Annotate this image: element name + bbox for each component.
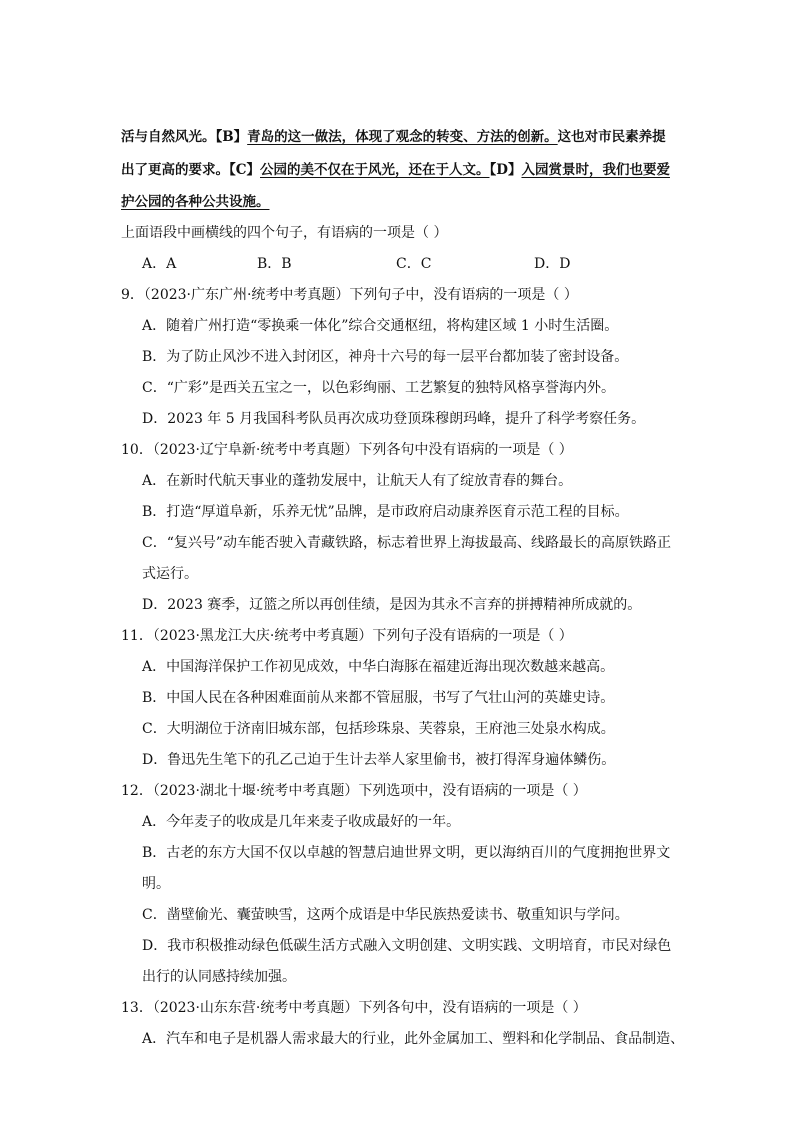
question-10-stem: 10．（2023·辽宁阜新·统考中考真题）下列各句中没有语病的一项是（ ）	[121, 442, 573, 458]
question-9-option-b: B．为了防止风沙不进入封闭区，神舟十六号的每一层平台都加装了密封设备。	[142, 349, 629, 365]
question-10-option-c: C．“复兴号”动车能否驶入青藏铁路，标志着世界上海拔最高、线路最长的高原铁路正	[142, 535, 672, 551]
question-10-option-b: B．打造“厚道阜新，乐养无忧”品牌，是市政府启动康养医育示范工程的目标。	[142, 504, 629, 520]
underlined-sentence-d-end: 护公园的各种公共设施。	[121, 194, 270, 210]
question-12-option-b: B．古老的东方大国不仅以卓越的智慧启迪世界文明，更以海纳百川的气度拥抱世界文	[142, 845, 671, 861]
underlined-sentence-c: 公园的美不仅在于风光，还在于人文。	[260, 162, 490, 178]
question-12-option-b-cont: 明。	[142, 876, 170, 892]
question-13-option-a: A．汽车和电子是机器人需求最大的行业，此外金属加工、塑料和化学制品、食品制造、	[142, 1031, 685, 1047]
question-12-option-d-cont: 出行的认同感持续加强。	[142, 969, 296, 985]
question-12-stem: 12．（2023·湖北十堰·统考中考真题）下列选项中，没有语病的一项是（ ）	[121, 783, 587, 799]
option-a: A．A	[142, 256, 177, 272]
question-12-option-d: D．我市积极推动绿色低碳生活方式融入文明创建、文明实践、文明培育，市民对绿色	[142, 938, 672, 954]
passage-line-1: 活与自然风光。【B】青岛的这一做法，体现了观念的转变、方法的创新。这也对市民素养提	[121, 129, 666, 145]
question-10-option-c-cont: 式运行。	[142, 566, 198, 582]
question-12-option-c: C．凿壁偷光、囊萤映雪，这两个成语是中华民族热爱读书、敬重知识与学问。	[142, 907, 629, 923]
underlined-sentence-b: 青岛的这一做法，体现了观念的转变、方法的创新。	[247, 129, 558, 145]
question-11-option-a: A．中国海洋保护工作初见成效，中华白海豚在福建近海出现次数越来越高。	[142, 659, 615, 675]
question-11-option-b: B．中国人民在各种困难面前从来都不管屈服，书写了气壮山河的英雄史诗。	[142, 690, 615, 706]
question-9-option-a: A．随着广州打造“零换乘一体化”综合交通枢纽，将构建区域 1 小时生活圈。	[142, 318, 619, 334]
option-d: D．D	[534, 256, 571, 272]
question-9-stem: 9．（2023·广东广州·统考中考真题）下列句子中，没有语病的一项是（ ）	[121, 287, 578, 303]
question-8-stem: 上面语段中画横线的四个句子，有语病的一项是（ ）	[121, 225, 448, 241]
question-11-option-c: C．大明湖位于济南旧城东部，包括珍珠泉、芙蓉泉，王府池三处泉水构成。	[142, 721, 615, 737]
question-10-option-d: D．2023 赛季，辽篮之所以再创佳绩，是因为其永不言弃的拼搏精神所成就的。	[142, 597, 642, 613]
question-12-option-a: A．今年麦子的收成是几年来麦子收成最好的一年。	[142, 814, 461, 830]
question-11-option-d: D．鲁迅先生笔下的孔乙己迫于生计去举人家里偷书，被打得浑身遍体鳞伤。	[142, 752, 616, 768]
question-9-option-d: D．2023 年 5 月我国科考队员再次成功登顶珠穆朗玛峰，提升了科学考察任务。	[142, 411, 646, 427]
passage-line-3	[121, 192, 270, 212]
question-11-stem: 11．（2023·黑龙江大庆·统考中考真题）下列句子没有语病的一项是（ ）	[121, 628, 573, 644]
underlined-sentence-d: 入园赏景时，我们也要爱	[521, 162, 670, 178]
question-9-option-c: C．“广彩”是西关五宝之一，以色彩绚丽、工艺繁复的独特风格享誉海内外。	[142, 380, 616, 396]
question-10-option-a: A．在新时代航天事业的蓬勃发展中，让航天人有了绽放青春的舞台。	[142, 473, 573, 489]
passage-line-2: 出了更高的要求。【C】公园的美不仅在于风光，还在于人文。【D】入园赏景时，我们也要爱	[121, 162, 670, 178]
option-c: C．C	[396, 256, 432, 272]
option-b: B．B	[257, 256, 292, 272]
question-13-stem: 13．（2023·山东东营·统考中考真题）下列各句中，没有语病的一项是（ ）	[121, 1000, 587, 1016]
